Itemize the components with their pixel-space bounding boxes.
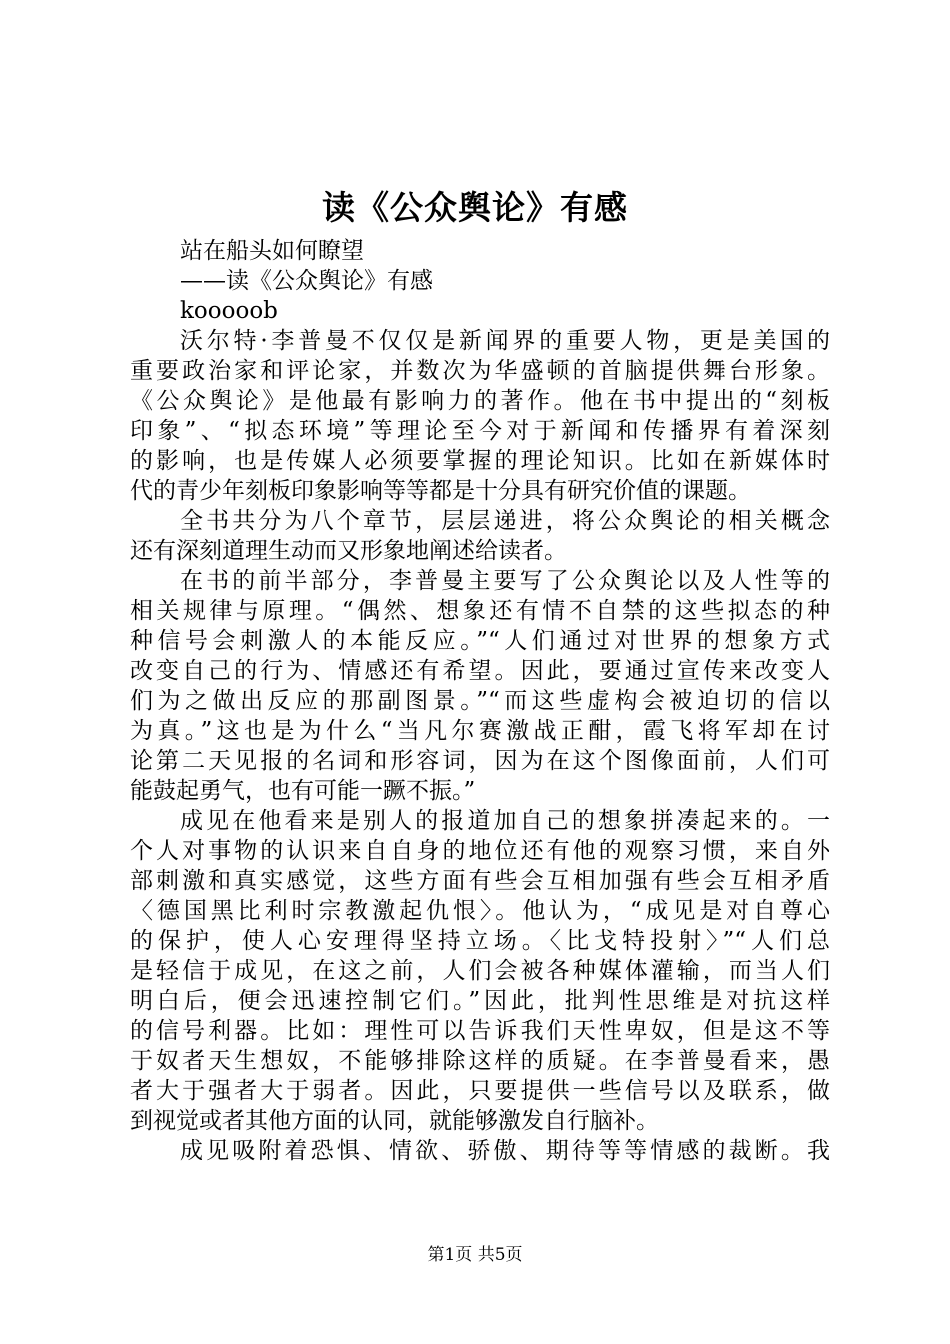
text-line: 改变自己的行为、情感还有希望。因此，要通过宣传来改变人 — [130, 658, 830, 684]
text-line: 者大于强者大于弱者。因此，只要提供一些信号以及联系，做 — [130, 1078, 830, 1104]
document-body — [130, 236, 830, 1166]
text-line: 《公众舆论》是他最有影响力的著作。他在书中提出的“刻板 — [130, 388, 830, 414]
text-line: 部刺激和真实感觉，这些方面有些会互相加强有些会互相矛盾 — [130, 868, 830, 894]
text-line: 的影响，也是传媒人必须要掌握的理论知识。比如在新媒体时 — [130, 448, 830, 474]
text-line: 能鼓起勇气，也有可能一蹶不振。” — [130, 778, 476, 804]
text-line: 成见在他看来是别人的报道加自己的想象拼凑起来的。一 — [180, 808, 830, 834]
text-line: 沃尔特·李普曼不仅仅是新闻界的重要人物，更是美国的 — [180, 328, 830, 354]
text-line: 成见吸附着恐惧、情欲、骄傲、期待等等情感的裁断。我 — [180, 1138, 830, 1164]
text-line: 还有深刻道理生动而又形象地阐述给读者。 — [130, 538, 567, 564]
text-line: 论第二天见报的名词和形容词，因为在这个图像面前，人们可 — [130, 748, 830, 774]
text-line: 在书的前半部分，李普曼主要写了公众舆论以及人性等的 — [180, 568, 830, 594]
text-line: 站在船头如何瞭望 — [180, 238, 364, 264]
text-line: 个人对事物的认识来自自身的地位还有他的观察习惯，来自外 — [130, 838, 830, 864]
text-line: 是轻信于成见，在这之前，人们会被各种媒体灌输，而当人们 — [130, 958, 830, 984]
text-line: 印象”、“拟态环境”等理论至今对于新闻和传播界有着深刻 — [130, 418, 830, 444]
text-line: 代的青少年刻板印象影响等等都是十分具有研究价值的课题。 — [130, 478, 751, 504]
text-line: 重要政治家和评论家，并数次为华盛顿的首脑提供舞台形象。 — [130, 358, 830, 384]
text-line: 们为之做出反应的那副图景。”“而这些虚构会被迫切的信以 — [130, 688, 830, 714]
text-line: 为真。”这也是为什么“当凡尔赛激战正酣，霞飞将军却在讨 — [130, 718, 830, 744]
text-line: 〈德国黑比利时宗教激起仇恨〉。他认为，“成见是对自尊心 — [130, 898, 830, 924]
text-line: ——读《公众舆论》有感 — [180, 268, 433, 294]
document-title: 读《公众舆论》有感 — [322, 188, 628, 227]
text-line: 明白后，便会迅速控制它们。”因此，批判性思维是对抗这样 — [130, 988, 830, 1014]
text-line: 的保护，使人心安理得坚持立场。〈比戈特投射〉”“人们总 — [130, 928, 830, 954]
text-line: 种信号会刺激人的本能反应。”“人们通过对世界的想象方式 — [130, 628, 830, 654]
text-line: 于奴者天生想奴，不能够排除这样的质疑。在李普曼看来，愚 — [130, 1048, 830, 1074]
text-line: 相关规律与原理。“偶然、想象还有情不自禁的这些拟态的种 — [130, 598, 830, 624]
text-line: 到视觉或者其他方面的认同，就能够激发自行脑补。 — [130, 1108, 659, 1134]
text-line: 的信号利器。比如：理性可以告诉我们天性卑奴，但是这不等 — [130, 1018, 830, 1044]
text-line: 全书共分为八个章节，层层递进，将公众舆论的相关概念 — [180, 508, 830, 534]
page-footer: 第1页 共5页 — [427, 1245, 523, 1265]
text-line: kooooob — [180, 298, 278, 324]
